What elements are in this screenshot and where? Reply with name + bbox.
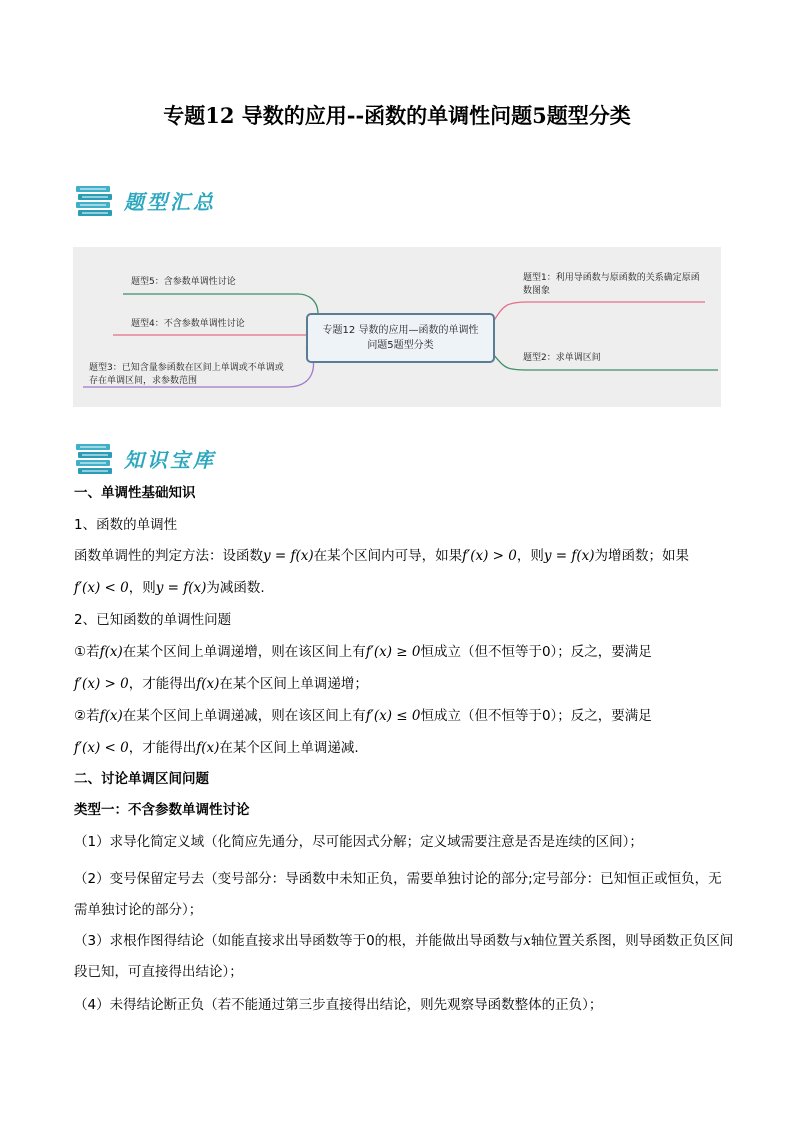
paragraph-criterion: [74, 546, 734, 566]
mindmap-center-label: 专题12 导数的应用—函数的单调性问题5题型分类: [322, 325, 479, 351]
mindmap-node-type3: 题型3：已知含量参函数在区间上单调或不单调或存在单调区间，求参数范围: [89, 363, 284, 386]
math-cond: f′(x) ≥ 0: [365, 644, 421, 660]
text: ，则: [516, 548, 544, 564]
paragraph-decreasing-cont: [74, 738, 734, 758]
books-icon: [74, 182, 114, 218]
paragraph-increasing: [74, 642, 734, 662]
step-2: （2）变号保留定号去（变号部分：导函数中未知正负，需要单独讨论的部分;定号部分：已知恒正或恒负，无需单独讨论的部分）；: [74, 871, 722, 918]
math-fx: f(x): [196, 676, 220, 692]
paragraph-decreasing: [74, 706, 734, 726]
text: 在某个区间上单调递增，则在该区间上有: [122, 644, 366, 660]
text: 为减函数.: [206, 580, 265, 596]
books-icon: [74, 440, 114, 476]
step-1: （1）求导化简定义域（化简应先通分，尽可能因式分解；定义域需要注意是否是连续的区间）；: [74, 834, 643, 850]
math-cond: f′(x) > 0: [462, 548, 517, 564]
text: 恒成立（但不恒等于0）；反之，要满足: [420, 708, 652, 724]
text: ②若: [74, 708, 100, 724]
page-title: 专题12 导数的应用--函数的单调性问题5题型分类: [163, 103, 631, 128]
text: 在某个区间上单调递减，则在该区间上有: [122, 708, 366, 724]
heading-basics: 一、单调性基础知识: [74, 485, 196, 501]
math-cond: f′(x) < 0: [74, 740, 129, 756]
subheading-monotonicity: 1、函数的单调性: [74, 517, 178, 533]
text: ，则: [128, 580, 156, 596]
text: 轴位置关系图，则导函数正负区间段已知，可直接得出结论）；: [74, 933, 734, 980]
text: （3）求根作图得结论（如能直接求出导函数等于0的根，并能做出导函数与: [74, 933, 524, 949]
text: 在某个区间上单调递减.: [219, 740, 359, 756]
mindmap-node-type4: 题型4：不含参数单调性讨论: [131, 319, 245, 329]
mindmap-node-type5: 题型5：含参数单调性讨论: [131, 277, 236, 287]
math-cond: f′(x) ≤ 0: [365, 708, 421, 724]
heading-type1: 类型一：不含参数单调性讨论: [74, 802, 250, 818]
math-fx: y = f(x): [263, 548, 314, 564]
math-cond: f′(x) < 0: [74, 580, 129, 596]
math-x: x: [523, 933, 531, 949]
math-fx: f(x): [196, 740, 220, 756]
math-fx: y = f(x): [543, 548, 595, 564]
section-header-summary: [74, 180, 216, 220]
text: 在某个区间上单调递增；: [219, 676, 368, 692]
text: 为增函数；如果: [594, 548, 690, 564]
section-label-knowledge: 知识宝库: [124, 447, 216, 472]
text: ①若: [74, 644, 100, 660]
math-fx: y = f(x): [155, 580, 207, 596]
step-3: [74, 926, 734, 988]
text: ，才能得出: [128, 676, 197, 692]
math-fx: f(x): [99, 708, 123, 724]
subheading-known-monotonicity: 2、已知函数的单调性问题: [74, 612, 232, 628]
paragraph-increasing-cont: [74, 674, 734, 694]
step-4: （4）未得结论断正负（若不能通过第三步直接得出结论，则先观察导函数整体的正负）；: [74, 997, 603, 1013]
mindmap-node-type2: 题型2：求单调区间: [523, 353, 601, 363]
text: 函数单调性的判定方法：设函数: [74, 548, 263, 564]
text: ，才能得出: [128, 740, 197, 756]
section-header-knowledge: [74, 438, 216, 478]
text: 恒成立（但不恒等于0）；反之，要满足: [420, 644, 652, 660]
section-label-summary: 题型汇总: [124, 189, 216, 214]
heading-intervals: 二、讨论单调区间问题: [74, 771, 209, 787]
text: 在某个区间内可导，如果: [313, 548, 463, 564]
math-cond: f′(x) > 0: [74, 676, 129, 692]
mindmap-center: [306, 313, 495, 363]
math-fx: f(x): [99, 644, 123, 660]
mindmap-node-type1: 题型1：利用导函数与原函数的关系确定原函数图象: [523, 273, 700, 296]
mindmap: [73, 247, 721, 407]
paragraph-criterion-cont: [74, 578, 734, 598]
